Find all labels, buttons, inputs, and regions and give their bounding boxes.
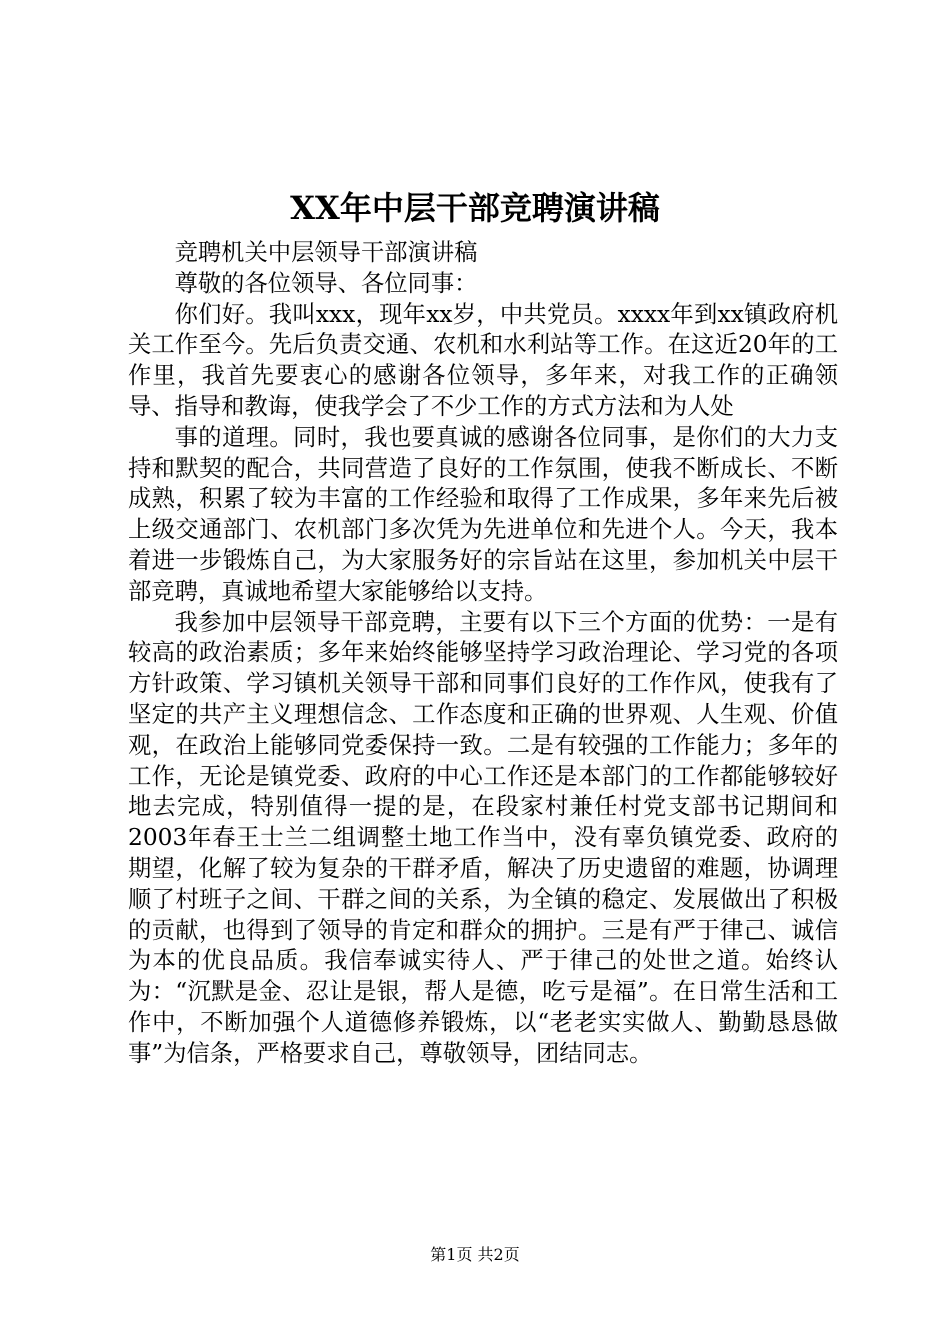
document-title: XX年中层干部竞聘演讲稿: [290, 189, 660, 227]
body-paragraph: 我参加中层领导干部竞聘，主要有以下三个方面的优势：一是有较高的政治素质；多年来始终能够坚持学习政治理论、学习党的各项方针政策、学习镇机关领导干部和同事们良好的工作作风，使我有了坚定的共产主义理想信念、工作态度和正确的世界观、人生观、价值观，在政治上能够同党委保持一致。二是有较强的工作能力；多年的工作，无论是镇党委、政府的中心工作还是本部门的工作都能够较好地去完成，特别值得一提的是，在段家村兼任村党支部书记期间和2003年春王士兰二组调整土地工作当中，没有辜负镇党委、政府的期望，化解了较为复杂的干群矛盾，解决了历史遗留的难题，协调理顺了村班子之间、干群之间的关系，为全镇的稳定、发展做出了积极的贡献，也得到了领导的肯定和群众的拥护。三是有严于律己、诚信为本的优良品质。我信奉诚实待人、严于律己的处世之道。始终认为：“沉默是金、忍让是银，帮人是德，吃亏是福”。在日常生活和工作中，不断加强个人道德修养锻炼，以“老老实实做人、勤勤恳恳做事”为信条，严格要求自己，尊敬领导，团结同志。: [128, 608, 838, 1067]
subtitle-paragraph: 竞聘机关中层领导干部演讲稿: [174, 239, 478, 266]
salutation-paragraph: 尊敬的各位领导、各位同事：: [174, 269, 478, 297]
body-paragraph: 你们好。我叫xxx，现年xx岁，中共党员。xxxx年到xx镇政府机关工作至今。先后负责交通、农机和水利站等工作。在这近20年的工作里，我首先要衷心的感谢各位领导，多年来，对我工作的正确领导、指导和教诲，使我学会了不少工作的方式方法和为人处: [128, 300, 838, 420]
document-body: [128, 238, 838, 1070]
page-number-footer: 第1页 共2页: [430, 1245, 520, 1264]
body-paragraph: 事的道理。同时，我也要真诚的感谢各位同事，是你们的大力支持和默契的配合，共同营造了良好的工作氛围，使我不断成长、不断成熟，积累了较为丰富的工作经验和取得了工作成果，多年来先后被上级交通部门、农机部门多次凭为先进单位和先进个人。今天，我本着进一步锻炼自己，为大家服务好的宗旨站在这里，参加机关中层干部竞聘，真诚地希望大家能够给以支持。: [128, 423, 838, 605]
